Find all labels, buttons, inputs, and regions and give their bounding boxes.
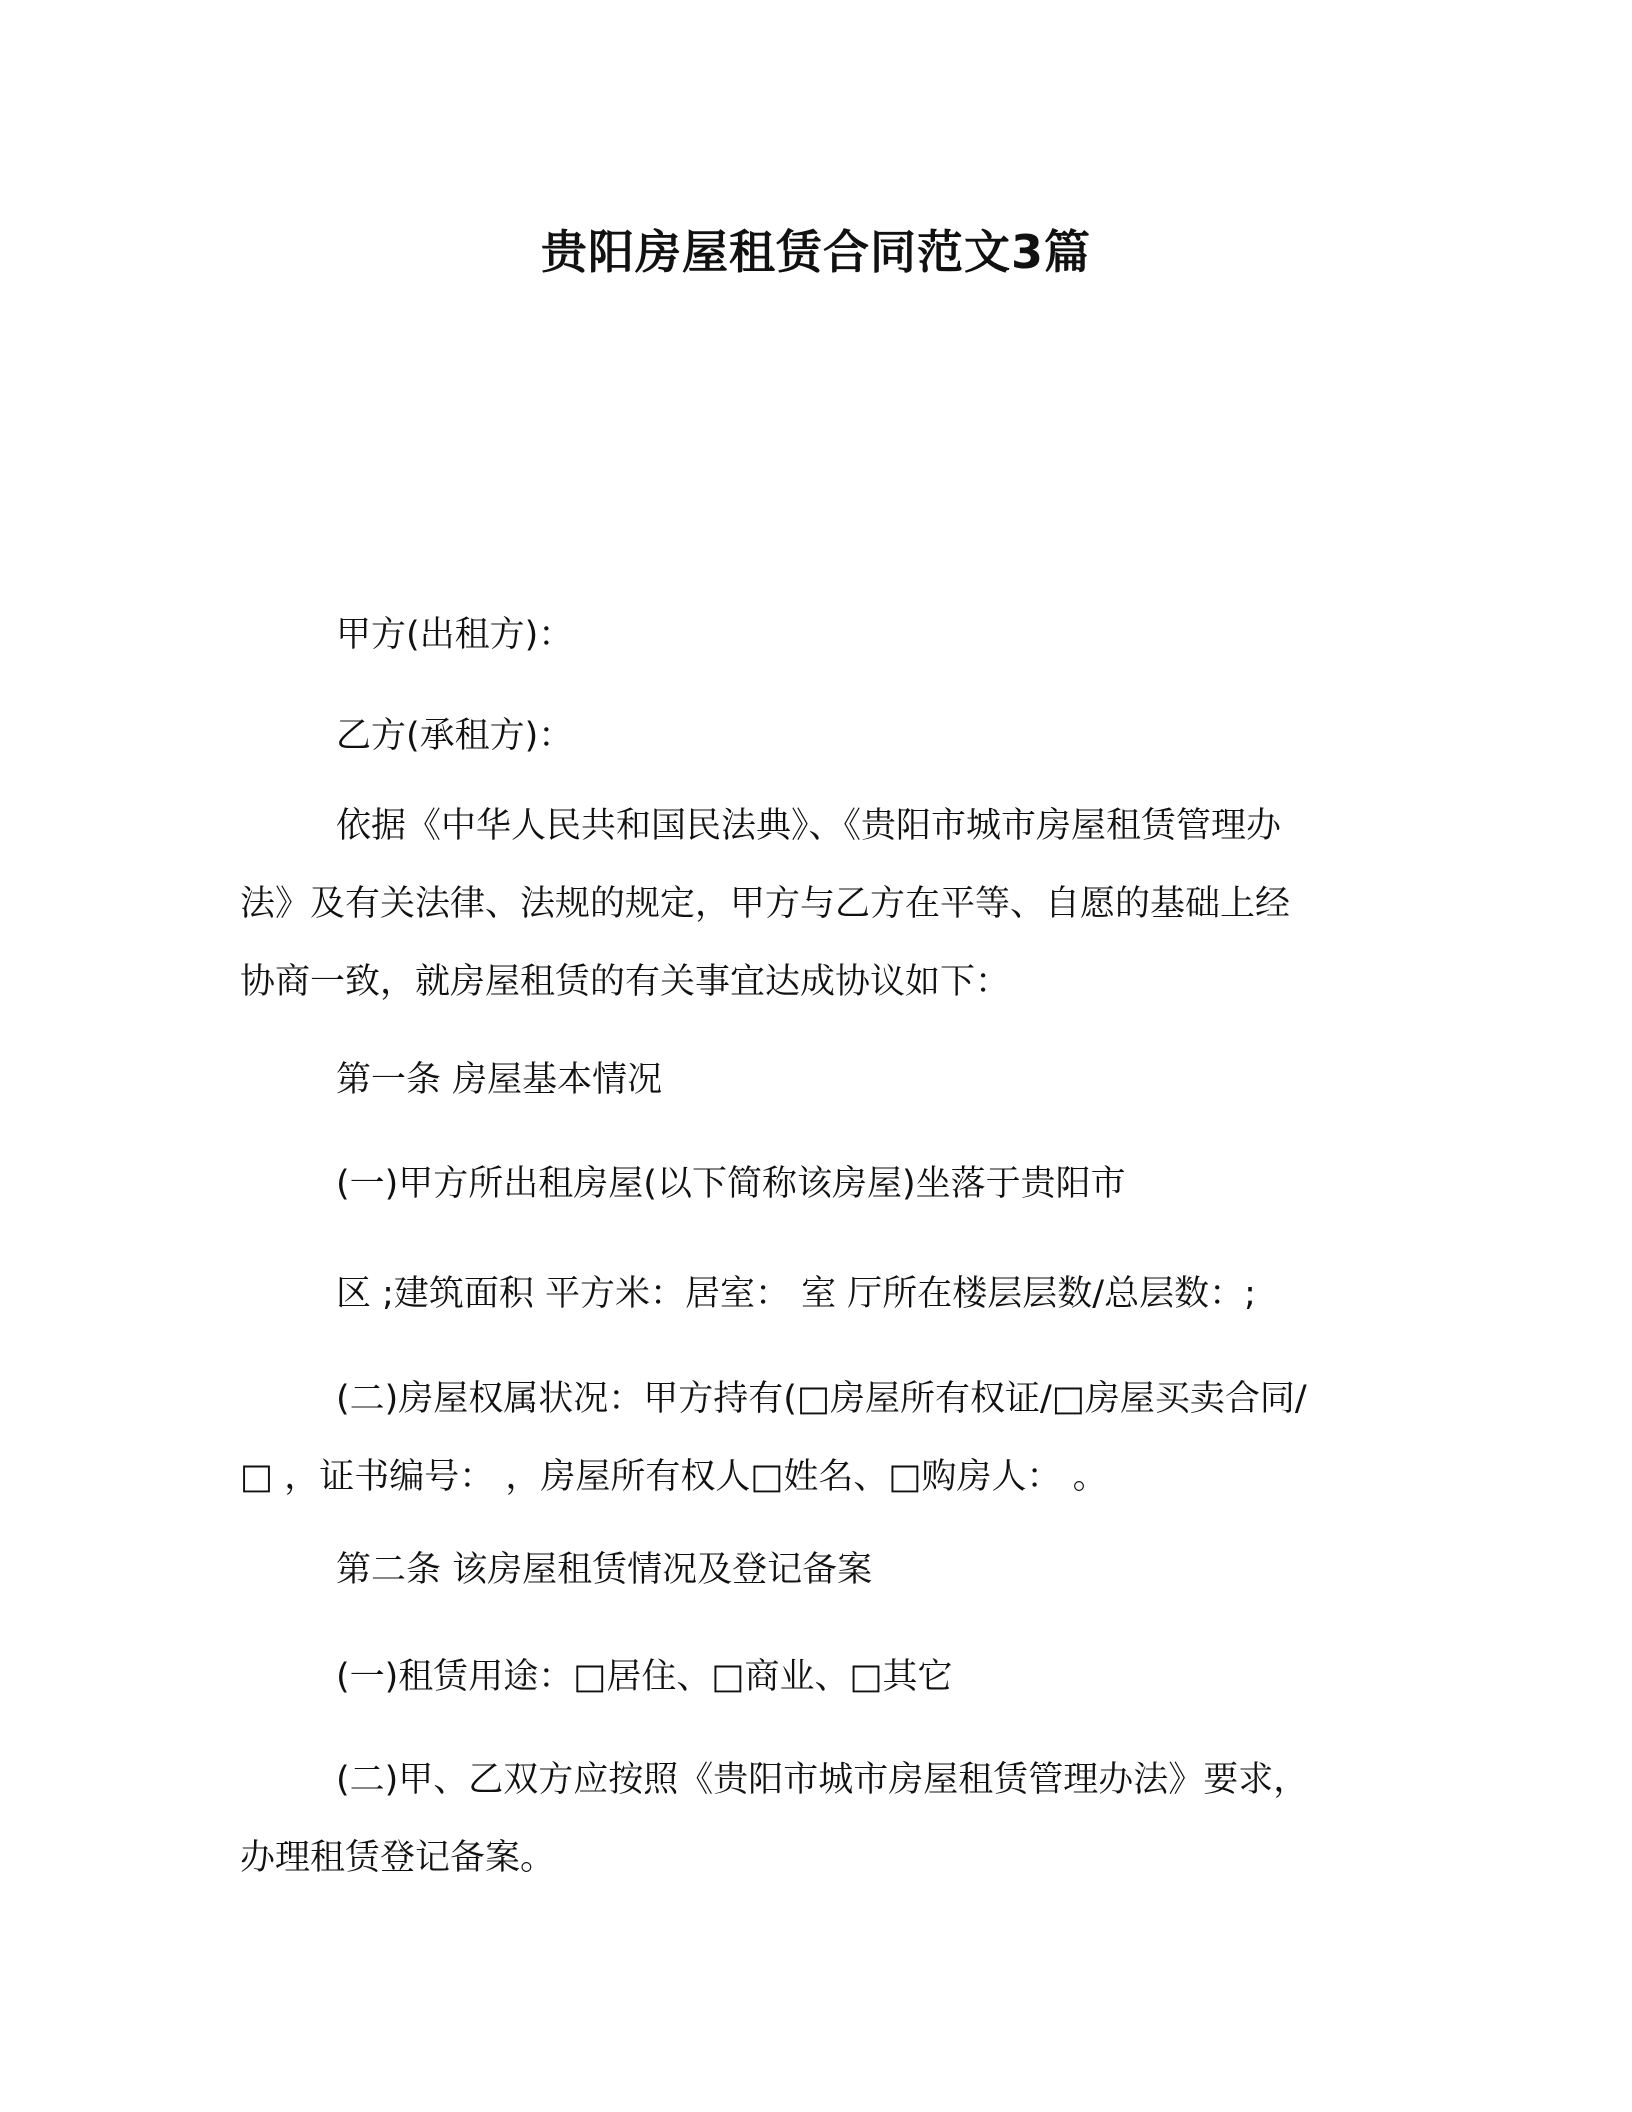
article-2-item-1 (240, 1638, 1390, 1716)
article-1-heading (240, 1041, 1390, 1119)
article-2-item-2-line-2: 办理租赁登记备案。 (240, 1838, 556, 1878)
article-1-heading-text: 第一条 房屋基本情况 (336, 1060, 663, 1100)
article-1-item-1-cont-text: 区 ;建筑面积 平方米：居室： 室 厅所在楼层层数/总层数：; (336, 1274, 1256, 1314)
preamble-line-2: 法》及有关法律、法规的规定，甲方与乙方在平等、自愿的基础上经 (240, 884, 1291, 924)
party-b-line: 乙方(承租方)： (336, 716, 574, 756)
article-2-heading (240, 1531, 1390, 1609)
article-1-item-2 (240, 1360, 1390, 1516)
article-2-item-2 (240, 1741, 1390, 1897)
party-a-line: 甲方(出租方)： (336, 615, 574, 655)
document-title: 贵阳房屋租赁合同范文3篇 (540, 225, 1091, 279)
party-b-paragraph (240, 697, 1390, 775)
preamble-paragraph (240, 787, 1390, 1021)
preamble-line-3: 协商一致，就房屋租赁的有关事宜达成协议如下： (240, 962, 1011, 1002)
article-1-item-2-line-1: (二)房屋权属状况：甲方持有(□房屋所有权证/□房屋买卖合同/ (336, 1379, 1307, 1419)
article-2-item-1-text: (一)租赁用途：□居住、□商业、□其它 (336, 1657, 953, 1697)
article-1-item-2-line-2: □ ，证书编号： ，房屋所有权人□姓名、□购房人： 。 (240, 1457, 1108, 1497)
preamble-line-1: 依据《中华人民共和国民法典》、《贵阳市城市房屋租赁管理办 (336, 806, 1282, 846)
article-1-item-1-text: (一)甲方所出租房屋(以下简称该房屋)坐落于贵阳市 (336, 1164, 1126, 1204)
article-1-item-1 (240, 1145, 1390, 1223)
article-1-item-1-continuation (240, 1255, 1390, 1333)
article-2-item-2-line-1: (二)甲、乙双方应按照《贵阳市城市房屋租赁管理办法》要求， (336, 1760, 1309, 1800)
article-2-heading-text: 第二条 该房屋租赁情况及登记备案 (336, 1550, 873, 1590)
party-a-paragraph (240, 596, 1390, 674)
